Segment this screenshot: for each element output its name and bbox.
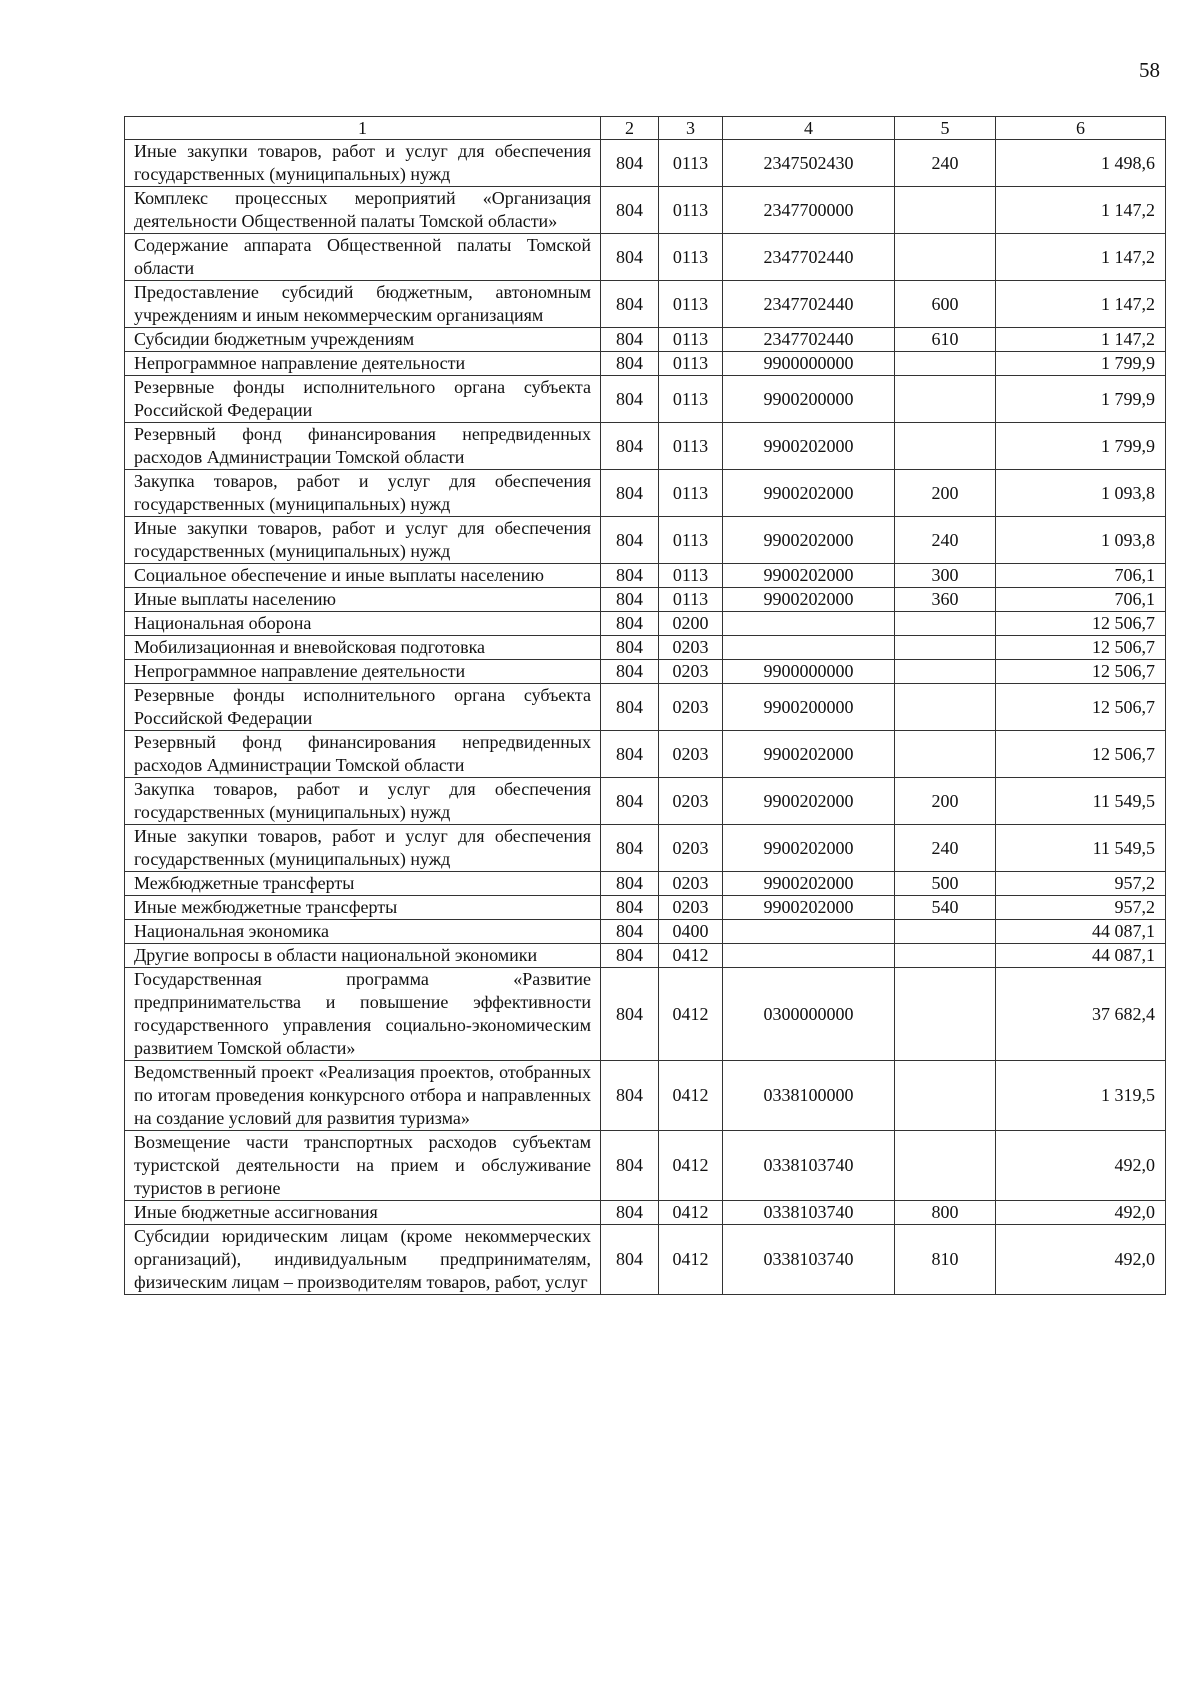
row-section-code: 0113	[659, 588, 723, 612]
table-row	[125, 731, 1166, 778]
row-target-code	[723, 636, 895, 660]
row-expense-type	[895, 920, 996, 944]
row-amount: 1 093,8	[996, 470, 1166, 517]
table-row	[125, 281, 1166, 328]
row-admin-code: 804	[601, 187, 659, 234]
row-amount: 1 147,2	[996, 234, 1166, 281]
row-expense-type	[895, 187, 996, 234]
row-admin-code: 804	[601, 1061, 659, 1131]
row-expense-type: 610	[895, 328, 996, 352]
row-section-code: 0203	[659, 872, 723, 896]
row-name: Другие вопросы в области национальной экономики	[125, 944, 601, 968]
row-amount: 706,1	[996, 588, 1166, 612]
row-target-code: 2347702440	[723, 281, 895, 328]
table-row	[125, 588, 1166, 612]
row-target-code: 0300000000	[723, 968, 895, 1061]
row-expense-type	[895, 684, 996, 731]
row-section-code: 0113	[659, 376, 723, 423]
row-amount: 1 799,9	[996, 352, 1166, 376]
row-name: Национальная экономика	[125, 920, 601, 944]
row-target-code: 9900200000	[723, 376, 895, 423]
row-name: Мобилизационная и вневойсковая подготовка	[125, 636, 601, 660]
row-expense-type: 800	[895, 1201, 996, 1225]
row-amount: 1 093,8	[996, 517, 1166, 564]
row-amount: 12 506,7	[996, 660, 1166, 684]
row-target-code: 0338100000	[723, 1061, 895, 1131]
table-row	[125, 564, 1166, 588]
row-admin-code: 804	[601, 1225, 659, 1295]
row-section-code: 0400	[659, 920, 723, 944]
row-name: Возмещение части транспортных расходов субъектам туристской деятельности на прием и обслуживание туристов в регионе	[125, 1131, 601, 1201]
table-row	[125, 470, 1166, 517]
row-expense-type: 240	[895, 517, 996, 564]
column-header-2: 2	[601, 117, 659, 140]
row-expense-type: 200	[895, 470, 996, 517]
row-name: Субсидии бюджетным учреждениям	[125, 328, 601, 352]
row-name: Государственная программа «Развитие предпринимательства и повышение эффективности государственного управления социально-экономическим развитием Томской области»	[125, 968, 601, 1061]
row-admin-code: 804	[601, 1131, 659, 1201]
row-target-code: 9900202000	[723, 588, 895, 612]
row-admin-code: 804	[601, 140, 659, 187]
row-target-code: 9900202000	[723, 731, 895, 778]
row-expense-type	[895, 1061, 996, 1131]
row-admin-code: 804	[601, 896, 659, 920]
row-amount: 1 498,6	[996, 140, 1166, 187]
row-admin-code: 804	[601, 281, 659, 328]
row-target-code: 9900202000	[723, 564, 895, 588]
row-section-code: 0113	[659, 140, 723, 187]
row-admin-code: 804	[601, 352, 659, 376]
row-target-code: 2347702440	[723, 328, 895, 352]
row-admin-code: 804	[601, 731, 659, 778]
row-section-code: 0113	[659, 234, 723, 281]
row-expense-type	[895, 944, 996, 968]
row-admin-code: 804	[601, 517, 659, 564]
row-amount: 12 506,7	[996, 731, 1166, 778]
row-section-code: 0203	[659, 896, 723, 920]
row-name: Иные выплаты населению	[125, 588, 601, 612]
row-amount: 44 087,1	[996, 920, 1166, 944]
row-amount: 1 319,5	[996, 1061, 1166, 1131]
row-target-code: 9900202000	[723, 423, 895, 470]
row-admin-code: 804	[601, 234, 659, 281]
row-expense-type	[895, 612, 996, 636]
header-row	[125, 117, 1166, 140]
row-admin-code: 804	[601, 920, 659, 944]
table-row	[125, 187, 1166, 234]
column-header-4: 4	[723, 117, 895, 140]
row-section-code: 0113	[659, 564, 723, 588]
row-expense-type	[895, 636, 996, 660]
row-admin-code: 804	[601, 944, 659, 968]
row-name: Иные закупки товаров, работ и услуг для обеспечения государственных (муниципальных) нужд	[125, 140, 601, 187]
table-row	[125, 872, 1166, 896]
row-name: Иные бюджетные ассигнования	[125, 1201, 601, 1225]
row-target-code: 9900202000	[723, 872, 895, 896]
table-row	[125, 684, 1166, 731]
column-header-6: 6	[996, 117, 1166, 140]
row-admin-code: 804	[601, 1201, 659, 1225]
row-section-code: 0113	[659, 423, 723, 470]
table-row	[125, 825, 1166, 872]
row-amount: 957,2	[996, 872, 1166, 896]
row-section-code: 0203	[659, 636, 723, 660]
row-target-code: 9900202000	[723, 896, 895, 920]
row-admin-code: 804	[601, 825, 659, 872]
row-expense-type	[895, 234, 996, 281]
row-name: Непрограммное направление деятельности	[125, 660, 601, 684]
row-name: Предоставление субсидий бюджетным, автономным учреждениям и иным некоммерческим организациям	[125, 281, 601, 328]
row-section-code: 0113	[659, 187, 723, 234]
row-name: Резервные фонды исполнительного органа субъекта Российской Федерации	[125, 684, 601, 731]
page-number: 58	[1139, 58, 1160, 82]
row-admin-code: 804	[601, 684, 659, 731]
row-name: Иные закупки товаров, работ и услуг для обеспечения государственных (муниципальных) нужд	[125, 825, 601, 872]
table-row	[125, 1061, 1166, 1131]
row-section-code: 0113	[659, 281, 723, 328]
row-amount: 492,0	[996, 1131, 1166, 1201]
row-target-code: 0338103740	[723, 1225, 895, 1295]
table-row	[125, 234, 1166, 281]
row-admin-code: 804	[601, 376, 659, 423]
row-name: Закупка товаров, работ и услуг для обеспечения государственных (муниципальных) нужд	[125, 778, 601, 825]
row-name: Закупка товаров, работ и услуг для обеспечения государственных (муниципальных) нужд	[125, 470, 601, 517]
table-row	[125, 352, 1166, 376]
row-name: Резервные фонды исполнительного органа субъекта Российской Федерации	[125, 376, 601, 423]
row-admin-code: 804	[601, 636, 659, 660]
row-amount: 1 799,9	[996, 423, 1166, 470]
row-section-code: 0113	[659, 328, 723, 352]
row-target-code: 9900000000	[723, 660, 895, 684]
table-body	[125, 140, 1166, 1295]
table-row	[125, 612, 1166, 636]
row-admin-code: 804	[601, 660, 659, 684]
row-amount: 37 682,4	[996, 968, 1166, 1061]
row-admin-code: 804	[601, 778, 659, 825]
row-expense-type	[895, 968, 996, 1061]
row-expense-type: 200	[895, 778, 996, 825]
column-header-3: 3	[659, 117, 723, 140]
row-section-code: 0412	[659, 944, 723, 968]
row-expense-type	[895, 1131, 996, 1201]
row-section-code: 0113	[659, 517, 723, 564]
row-target-code	[723, 612, 895, 636]
row-target-code: 0338103740	[723, 1201, 895, 1225]
row-admin-code: 804	[601, 612, 659, 636]
row-expense-type	[895, 376, 996, 423]
row-name: Субсидии юридическим лицам (кроме некоммерческих организаций), индивидуальным предпринимателям, физическим лицам – производителям товаров, работ, услуг	[125, 1225, 601, 1295]
table-row	[125, 968, 1166, 1061]
row-name: Резервный фонд финансирования непредвиденных расходов Администрации Томской области	[125, 423, 601, 470]
row-admin-code: 804	[601, 564, 659, 588]
row-expense-type: 600	[895, 281, 996, 328]
row-amount: 44 087,1	[996, 944, 1166, 968]
table-row	[125, 1225, 1166, 1295]
row-target-code: 2347702440	[723, 234, 895, 281]
row-section-code: 0203	[659, 731, 723, 778]
row-admin-code: 804	[601, 328, 659, 352]
column-header-1: 1	[125, 117, 601, 140]
row-admin-code: 804	[601, 470, 659, 517]
row-expense-type	[895, 660, 996, 684]
table-row	[125, 896, 1166, 920]
row-name: Непрограммное направление деятельности	[125, 352, 601, 376]
table-row	[125, 376, 1166, 423]
row-name: Межбюджетные трансферты	[125, 872, 601, 896]
row-expense-type: 500	[895, 872, 996, 896]
row-amount: 706,1	[996, 564, 1166, 588]
row-amount: 11 549,5	[996, 778, 1166, 825]
row-expense-type: 360	[895, 588, 996, 612]
row-name: Иные закупки товаров, работ и услуг для обеспечения государственных (муниципальных) нужд	[125, 517, 601, 564]
row-target-code: 2347700000	[723, 187, 895, 234]
row-amount: 492,0	[996, 1201, 1166, 1225]
row-target-code: 9900200000	[723, 684, 895, 731]
row-name: Комплекс процессных мероприятий «Организация деятельности Общественной палаты Томской области»	[125, 187, 601, 234]
row-target-code: 9900202000	[723, 517, 895, 564]
row-amount: 957,2	[996, 896, 1166, 920]
table-row	[125, 423, 1166, 470]
table-row	[125, 1131, 1166, 1201]
table-row	[125, 944, 1166, 968]
table-row	[125, 636, 1166, 660]
row-expense-type: 540	[895, 896, 996, 920]
row-section-code: 0412	[659, 1201, 723, 1225]
row-admin-code: 804	[601, 588, 659, 612]
row-expense-type: 810	[895, 1225, 996, 1295]
row-amount: 12 506,7	[996, 684, 1166, 731]
row-target-code: 9900202000	[723, 470, 895, 517]
budget-table	[124, 116, 1166, 1295]
table-row	[125, 778, 1166, 825]
row-amount: 1 147,2	[996, 328, 1166, 352]
row-section-code: 0203	[659, 684, 723, 731]
row-admin-code: 804	[601, 423, 659, 470]
row-admin-code: 804	[601, 872, 659, 896]
row-amount: 12 506,7	[996, 612, 1166, 636]
row-name: Резервный фонд финансирования непредвиденных расходов Администрации Томской области	[125, 731, 601, 778]
row-section-code: 0200	[659, 612, 723, 636]
row-expense-type: 240	[895, 825, 996, 872]
table-row	[125, 328, 1166, 352]
row-name: Социальное обеспечение и иные выплаты населению	[125, 564, 601, 588]
table-row	[125, 660, 1166, 684]
row-expense-type	[895, 352, 996, 376]
row-target-code	[723, 944, 895, 968]
row-section-code: 0412	[659, 1225, 723, 1295]
row-section-code: 0203	[659, 778, 723, 825]
table-row	[125, 140, 1166, 187]
table-row	[125, 517, 1166, 564]
row-amount: 1 147,2	[996, 187, 1166, 234]
row-section-code: 0203	[659, 825, 723, 872]
row-section-code: 0203	[659, 660, 723, 684]
row-target-code: 2347502430	[723, 140, 895, 187]
row-amount: 1 147,2	[996, 281, 1166, 328]
row-section-code: 0412	[659, 1131, 723, 1201]
row-section-code: 0113	[659, 470, 723, 517]
row-section-code: 0412	[659, 968, 723, 1061]
row-name: Содержание аппарата Общественной палаты Томской области	[125, 234, 601, 281]
table-row	[125, 1201, 1166, 1225]
column-header-5: 5	[895, 117, 996, 140]
row-name: Национальная оборона	[125, 612, 601, 636]
row-expense-type: 240	[895, 140, 996, 187]
row-name: Иные межбюджетные трансферты	[125, 896, 601, 920]
row-target-code: 0338103740	[723, 1131, 895, 1201]
row-expense-type	[895, 423, 996, 470]
row-amount: 12 506,7	[996, 636, 1166, 660]
row-amount: 1 799,9	[996, 376, 1166, 423]
row-expense-type	[895, 731, 996, 778]
table-row	[125, 920, 1166, 944]
row-expense-type: 300	[895, 564, 996, 588]
row-target-code: 9900202000	[723, 778, 895, 825]
row-admin-code: 804	[601, 968, 659, 1061]
row-name: Ведомственный проект «Реализация проектов, отобранных по итогам проведения конкурсного отбора и направленных на создание условий для развития туризма»	[125, 1061, 601, 1131]
row-section-code: 0113	[659, 352, 723, 376]
row-target-code: 9900202000	[723, 825, 895, 872]
row-amount: 492,0	[996, 1225, 1166, 1295]
row-target-code	[723, 920, 895, 944]
row-section-code: 0412	[659, 1061, 723, 1131]
row-amount: 11 549,5	[996, 825, 1166, 872]
row-target-code: 9900000000	[723, 352, 895, 376]
